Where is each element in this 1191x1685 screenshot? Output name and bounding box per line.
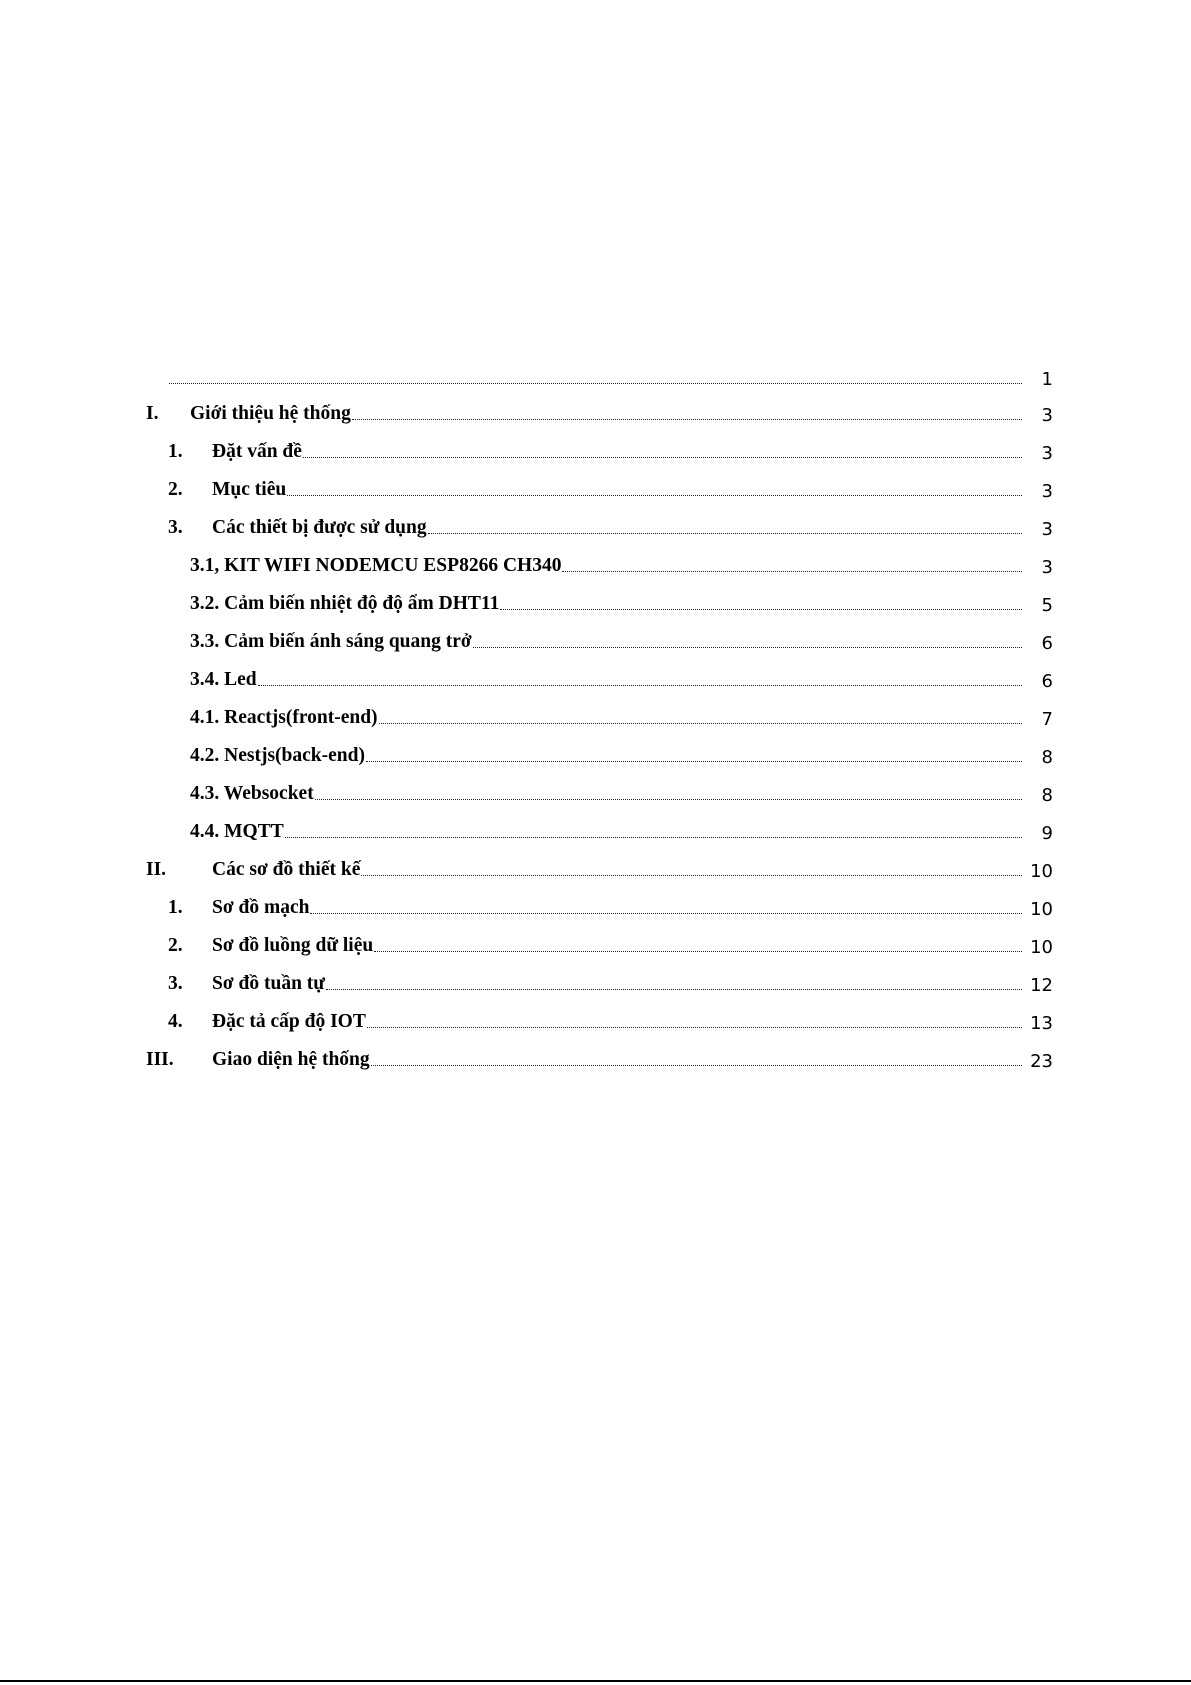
toc-entry-number: 2. bbox=[168, 479, 183, 500]
toc-entry[interactable] bbox=[0, 968, 1191, 998]
dot-leader bbox=[473, 647, 1022, 648]
toc-entry-number: 1. bbox=[168, 897, 183, 918]
toc-entry-title: Sơ đồ mạch bbox=[212, 897, 310, 918]
dot-leader bbox=[374, 951, 1022, 952]
toc-entry-number: III. bbox=[146, 1049, 174, 1070]
dot-leader bbox=[352, 419, 1022, 420]
toc-entry-page: 3 bbox=[1041, 557, 1053, 578]
toc-entry-number: 3. bbox=[168, 517, 183, 538]
toc-entry-page: 7 bbox=[1041, 709, 1053, 730]
toc-entry-title: Các sơ đồ thiết kế bbox=[212, 859, 361, 880]
toc-entry[interactable] bbox=[0, 930, 1191, 960]
toc-entry-page: 8 bbox=[1041, 747, 1053, 768]
toc-entry-title: Đặt vấn đề bbox=[212, 441, 302, 462]
dot-leader bbox=[428, 533, 1022, 534]
dot-leader bbox=[500, 609, 1022, 610]
toc-entry-title: 4.3. Websocket bbox=[190, 783, 314, 804]
dot-leader bbox=[315, 799, 1022, 800]
toc-entry-page: 8 bbox=[1041, 785, 1053, 806]
toc-entry[interactable] bbox=[0, 1044, 1191, 1074]
dot-leader bbox=[287, 495, 1022, 496]
toc-entry-title: 4.1. Reactjs(front-end) bbox=[190, 707, 378, 728]
toc-entry[interactable] bbox=[0, 778, 1191, 808]
toc-entry-number: 3. bbox=[168, 973, 183, 994]
toc-entry-title: 3.4. Led bbox=[190, 669, 257, 690]
dot-leader bbox=[361, 875, 1022, 876]
dot-leader bbox=[366, 761, 1022, 762]
toc-entry-page: 9 bbox=[1041, 823, 1053, 844]
dot-leader bbox=[326, 989, 1022, 990]
toc-entry[interactable] bbox=[0, 362, 1191, 392]
toc-entry-number: 2. bbox=[168, 935, 183, 956]
toc-entry-page: 3 bbox=[1041, 481, 1053, 502]
toc-entry-title: Sơ đồ tuần tự bbox=[212, 973, 325, 994]
toc-entry-title: Sơ đồ luồng dữ liệu bbox=[212, 935, 374, 956]
toc-entry[interactable] bbox=[0, 1006, 1191, 1036]
dot-leader bbox=[379, 723, 1022, 724]
toc-entry[interactable] bbox=[0, 588, 1191, 618]
toc-entry-page: 10 bbox=[1030, 899, 1053, 920]
toc-entry[interactable] bbox=[0, 816, 1191, 846]
dot-leader bbox=[562, 571, 1022, 572]
toc-entry-title: 4.2. Nestjs(back-end) bbox=[190, 745, 365, 766]
dot-leader bbox=[310, 913, 1022, 914]
toc-entry-page: 5 bbox=[1041, 595, 1053, 616]
toc-entry-title: Giới thiệu hệ thống bbox=[190, 403, 351, 424]
toc-entry-title: Mục tiêu bbox=[212, 479, 287, 500]
dot-leader bbox=[303, 457, 1022, 458]
toc-entry-title: 3.3. Cảm biến ánh sáng quang trở bbox=[190, 631, 472, 652]
toc-entry-title: Các thiết bị được sử dụng bbox=[212, 517, 427, 538]
toc-entry-page: 6 bbox=[1041, 633, 1053, 654]
toc-entry-title: Đặc tả cấp độ IOT bbox=[212, 1011, 366, 1032]
toc-entry-number: 1. bbox=[168, 441, 183, 462]
toc-entry-page: 13 bbox=[1030, 1013, 1053, 1034]
toc-entry-number: I. bbox=[146, 403, 159, 424]
toc-entry[interactable] bbox=[0, 664, 1191, 694]
toc-entry[interactable] bbox=[0, 512, 1191, 542]
toc-entry-title: 3.2. Cảm biến nhiệt độ độ ẩm DHT11 bbox=[190, 593, 500, 614]
toc-entry-page: 12 bbox=[1030, 975, 1053, 996]
toc-entry[interactable] bbox=[0, 892, 1191, 922]
toc-entry-page: 23 bbox=[1030, 1051, 1053, 1072]
toc-entry-page: 6 bbox=[1041, 671, 1053, 692]
toc-entry[interactable] bbox=[0, 702, 1191, 732]
dot-leader bbox=[285, 837, 1022, 838]
toc-entry-page: 3 bbox=[1041, 405, 1053, 426]
toc-entry-page: 1 bbox=[1041, 369, 1053, 390]
toc-entry-title: 3.1, KIT WIFI NODEMCU ESP8266 CH340 bbox=[190, 555, 562, 576]
toc-entry-title: Giao diện hệ thống bbox=[212, 1049, 370, 1070]
toc-entry[interactable] bbox=[0, 474, 1191, 504]
toc-entry-page: 10 bbox=[1030, 937, 1053, 958]
toc-entry-page: 3 bbox=[1041, 443, 1053, 464]
toc-entry-title: 4.4. MQTT bbox=[190, 821, 284, 842]
toc-entry[interactable] bbox=[0, 854, 1191, 884]
toc-entry[interactable] bbox=[0, 550, 1191, 580]
toc-entry[interactable] bbox=[0, 398, 1191, 428]
toc-entry-page: 3 bbox=[1041, 519, 1053, 540]
toc-entry[interactable] bbox=[0, 436, 1191, 466]
dot-leader bbox=[367, 1027, 1022, 1028]
toc-entry-page: 10 bbox=[1030, 861, 1053, 882]
dot-leader bbox=[258, 685, 1022, 686]
toc-entry-number: 4. bbox=[168, 1011, 183, 1032]
page-bottom-rule bbox=[0, 1680, 1191, 1682]
toc-entry[interactable] bbox=[0, 740, 1191, 770]
dot-leader bbox=[169, 383, 1022, 384]
toc-entry[interactable] bbox=[0, 626, 1191, 656]
dot-leader bbox=[371, 1065, 1022, 1066]
toc-entry-number: II. bbox=[146, 859, 167, 880]
